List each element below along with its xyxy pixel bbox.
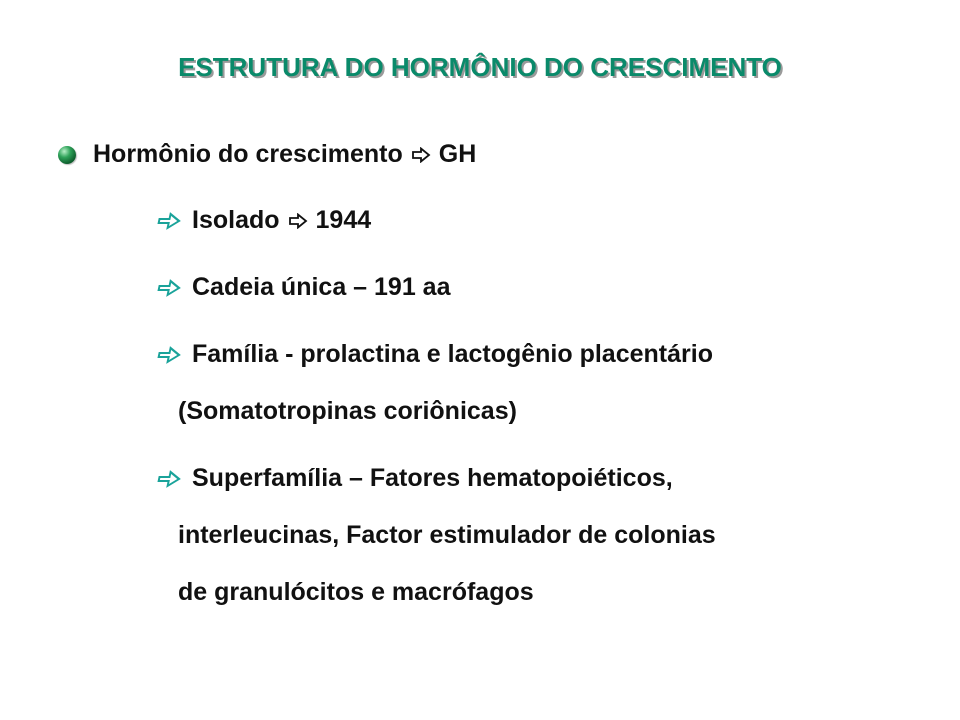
sub-item-text-line1: Superfamília – Fatores hematopoiéticos,	[192, 464, 673, 492]
sub-item-text-line3: de granulócitos e macrófagos	[178, 578, 534, 606]
sub-item-text-after: 1944	[315, 206, 372, 234]
sub-item-cadeia	[157, 259, 450, 316]
green-ball-bullet-icon	[58, 146, 76, 164]
sub-item-text-line1: Família - prolactina e lactogênio placentário	[192, 340, 713, 368]
sub-item-text-line2: interleucinas, Factor estimulador de colonias	[178, 521, 716, 549]
sub-item-superfamilia	[157, 450, 716, 621]
sub-item-isolado	[157, 192, 371, 249]
main-bullet-text-after: GH	[438, 140, 477, 168]
sub-item-text: Cadeia única – 191 aa	[192, 273, 451, 301]
main-bullet	[58, 140, 476, 169]
sub-item-familia	[157, 326, 713, 440]
teal-hollow-arrow-icon	[157, 346, 181, 364]
teal-hollow-arrow-icon	[157, 279, 181, 297]
hollow-arrow-right-icon	[411, 147, 431, 163]
hollow-arrow-right-icon	[288, 213, 308, 229]
teal-hollow-arrow-icon	[157, 212, 181, 230]
sub-item-text-before: Isolado	[192, 206, 280, 234]
sub-item-text-line2: (Somatotropinas coriônicas)	[178, 397, 517, 425]
slide-title: ESTRUTURA DO HORMÔNIO DO CRESCIMENTO	[178, 52, 782, 82]
main-bullet-text-before: Hormônio do crescimento	[93, 140, 403, 168]
teal-hollow-arrow-icon	[157, 470, 181, 488]
